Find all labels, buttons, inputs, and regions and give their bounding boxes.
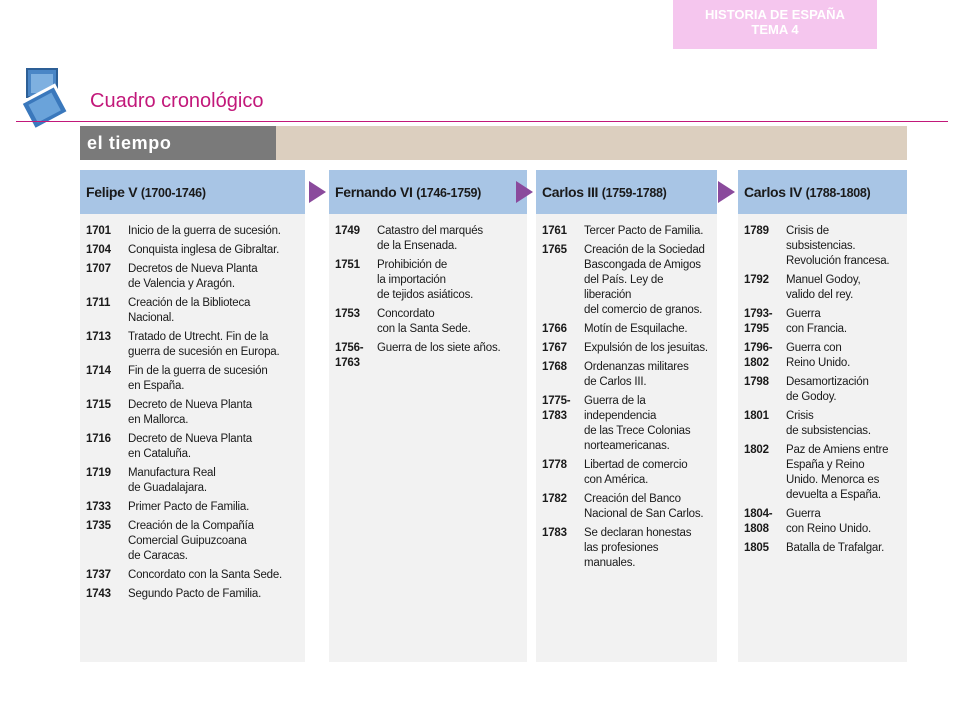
timeline-entry [542,394,711,454]
entry-year: 1701 [86,225,111,237]
timeline-entry [86,330,299,360]
entry-text: Desamortización de Godoy. [786,376,869,403]
entry-text: Concordato con la Santa Sede. [128,569,283,581]
entry-text: Paz de Amiens entre España y Reino Unido. Menorca es devuelta a España. [786,444,889,501]
reign-header [329,170,527,214]
entry-text: Tratado de Utrecht. Fin de la guerra de sucesión en Europa. [128,331,280,358]
reign-column-fernando-vi [329,170,527,662]
timeline-entry [744,443,901,503]
entry-text: Creación de la Sociedad Bascongada de Amigos del País. Ley de liberación del comercio de granos. [584,244,705,316]
entry-text: Inicio de la guerra de sucesión. [128,225,281,237]
reign-column-carlos-iv [738,170,907,662]
entry-text: Segundo Pacto de Familia. [128,588,262,600]
timeline-entry [744,409,901,439]
entry-year: 1775- 1783 [542,395,571,422]
entry-year: 1713 [86,331,111,343]
entry-year: 1782 [542,493,567,505]
entry-year: 1798 [744,376,769,388]
entry-text: Crisis de subsistencias. Revolución francesa. [786,225,890,267]
timeline-entry [86,587,299,602]
entry-year: 1714 [86,365,111,377]
entry-year: 1766 [542,323,567,335]
entry-text: Catastro del marqués de la Ensenada. [377,225,483,252]
timeline-entry [542,224,711,239]
entry-year: 1789 [744,225,769,237]
timeline-entry [542,458,711,488]
entry-text: Concordato con la Santa Sede. [377,308,471,335]
entry-list [536,214,717,571]
entry-text: Primer Pacto de Familia. [128,501,250,513]
entry-year: 1778 [542,459,567,471]
entry-year: 1768 [542,361,567,373]
timeline-entry [86,519,299,564]
entry-year: 1792 [744,274,769,286]
course-tag [673,0,877,49]
entry-year: 1796- 1802 [744,342,773,369]
reign-name: Carlos IV [744,184,802,200]
course-tag-line1: HISTORIA DE ESPAÑA [705,7,845,22]
entry-list [329,214,527,371]
entry-year: 1804- 1808 [744,508,773,535]
timeline-entry [542,322,711,337]
entry-text: Guerra con Reino Unido. [786,342,851,369]
timeline-entry [744,375,901,405]
timeline-entry [86,398,299,428]
timeline-entry [86,500,299,515]
entry-text: Manuel Godoy, valido del rey. [786,274,861,301]
timeline-entry [335,307,521,337]
entry-text: Ordenanzas militares de Carlos III. [584,361,689,388]
entry-text: Batalla de Trafalgar. [786,542,885,554]
reign-years: (1746-1759) [416,186,482,200]
timeline-entry [744,307,901,337]
timeline-entry [86,243,299,258]
timeline-entry [542,243,711,318]
timeline-entry [86,262,299,292]
reign-column-carlos-iii [536,170,717,662]
entry-text: Conquista inglesa de Gibraltar. [128,244,280,256]
entry-year: 1753 [335,308,360,320]
entry-text: Decreto de Nueva Planta en Cataluña. [128,433,252,460]
reign-header [536,170,717,214]
triangle-right-icon [516,181,533,203]
entry-year: 1756- 1763 [335,342,364,369]
entry-year: 1765 [542,244,567,256]
entry-year: 1751 [335,259,360,271]
reign-years: (1788-1808) [805,186,871,200]
timeline-entry [335,224,521,254]
entry-year: 1737 [86,569,111,581]
entry-year: 1715 [86,399,111,411]
title-divider [16,121,948,122]
reign-name: Felipe V [86,184,138,200]
reign-name: Carlos III [542,184,599,200]
entry-year: 1805 [744,542,769,554]
reign-name: Fernando VI [335,184,413,200]
reign-years: (1759-1788) [601,186,667,200]
entry-text: Expulsión de los jesuitas. [584,342,708,354]
entry-text: Creación de la Biblioteca Nacional. [128,297,251,324]
page-title: Cuadro cronológico [90,90,264,112]
entry-year: 1793- 1795 [744,308,773,335]
entry-year: 1707 [86,263,111,275]
timeline-entry [744,224,901,269]
timeline-entry [86,364,299,394]
entry-text: Decreto de Nueva Planta en Mallorca. [128,399,252,426]
timeline-entry [86,432,299,462]
timeline-entry [86,224,299,239]
entry-year: 1719 [86,467,111,479]
entry-text: Manufactura Real de Guadalajara. [128,467,216,494]
entry-text: Guerra de la independencia de las Trece Colonias norteamericanas. [584,395,691,452]
stacked-windows-icon [18,66,76,136]
timeline-entry [744,273,901,303]
entry-text: Se declaran honestas las profesiones manuales. [584,527,692,569]
entry-year: 1711 [86,297,111,309]
entry-text: Guerra con Francia. [786,308,847,335]
triangle-right-icon [718,181,735,203]
timeline-entry [542,341,711,356]
reign-header [80,170,305,214]
timeline-entry [335,341,521,371]
timeline-entry [86,466,299,496]
timeline-panel [80,126,907,662]
entry-year: 1761 [542,225,567,237]
entry-year: 1749 [335,225,360,237]
entry-year: 1783 [542,527,567,539]
section-label: el tiempo [80,126,276,160]
timeline-entry [86,568,299,583]
timeline-entry [744,341,901,371]
entry-text: Motín de Esquilache. [584,323,688,335]
entry-text: Creación del Banco Nacional de San Carlos. [584,493,704,520]
entry-year: 1802 [744,444,769,456]
course-tag-line2: TEMA 4 [751,22,799,37]
timeline-entry [542,526,711,571]
entry-year: 1735 [86,520,111,532]
entry-year: 1743 [86,588,111,600]
entry-year: 1801 [744,410,769,422]
timeline-entry [744,507,901,537]
entry-text: Guerra con Reino Unido. [786,508,872,535]
entry-text: Crisis de subsistencias. [786,410,871,437]
entry-text: Creación de la Compañía Comercial Guipuzcoana de Caracas. [128,520,254,562]
triangle-right-icon [309,181,326,203]
entry-year: 1767 [542,342,567,354]
entry-list [738,214,907,556]
entry-list [80,214,305,602]
entry-text: Guerra de los siete años. [377,342,501,354]
entry-year: 1716 [86,433,111,445]
timeline-entry [86,296,299,326]
reign-column-felipe-v [80,170,305,662]
entry-text: Tercer Pacto de Familia. [584,225,704,237]
timeline-entry [542,492,711,522]
entry-year: 1733 [86,501,111,513]
entry-text: Fin de la guerra de sucesión en España. [128,365,268,392]
entry-year: 1704 [86,244,111,256]
timeline-entry [542,360,711,390]
timeline-entry [744,541,901,556]
timeline-entry [335,258,521,303]
reign-years: (1700-1746) [140,186,206,200]
reign-header [738,170,907,214]
entry-text: Libertad de comercio con América. [584,459,688,486]
entry-text: Prohibición de la importación de tejidos asiáticos. [377,259,474,301]
entry-text: Decretos de Nueva Planta de Valencia y Aragón. [128,263,258,290]
